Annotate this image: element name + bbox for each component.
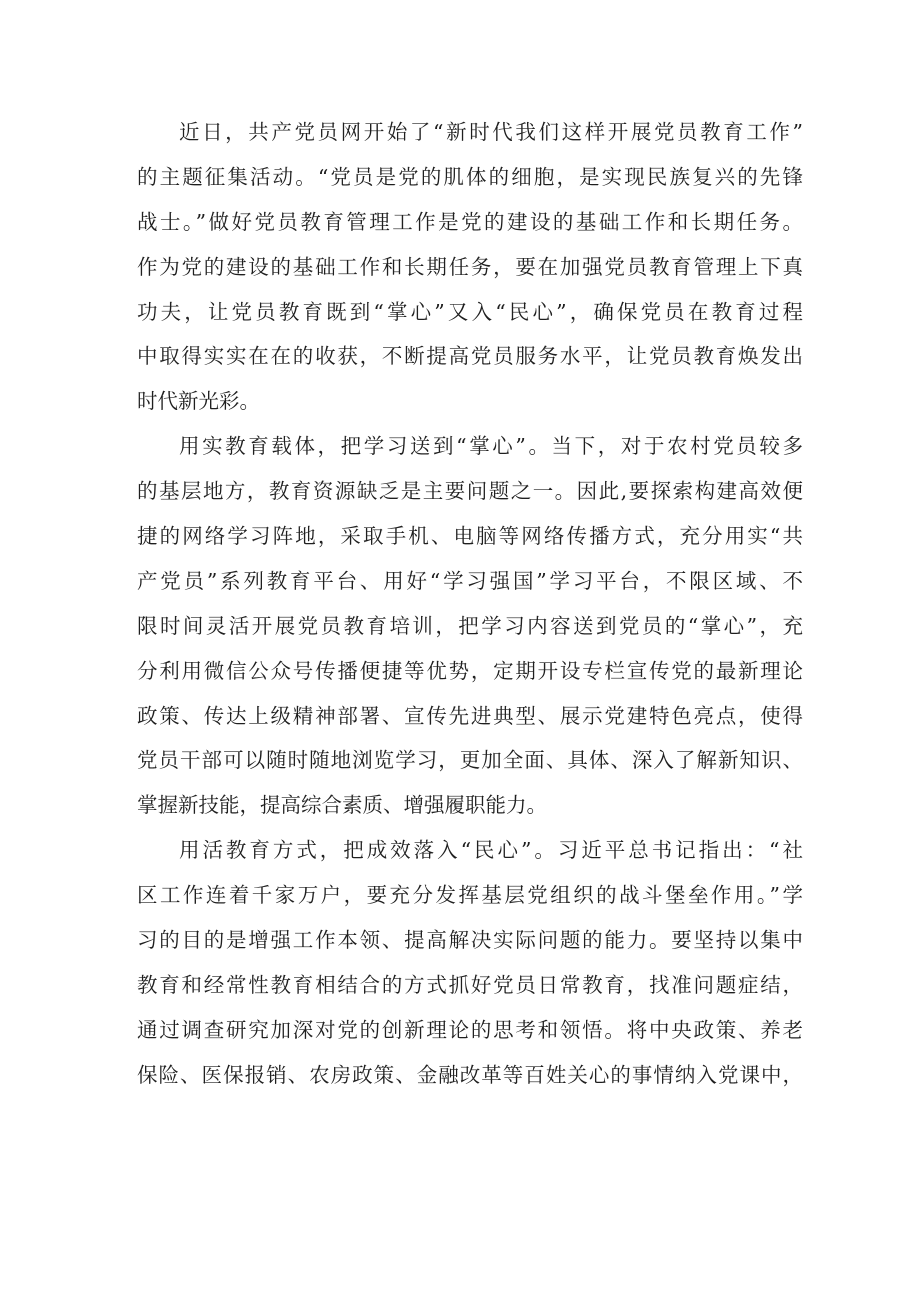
paragraph-line: 捷的网络学习阵地，采取手机、电脑等网络传播方式，充分用实“共 [137,524,803,549]
paragraph-line: 作为党的建设的基础工作和长期任务，要在加强党员教育管理上下真 [137,254,803,279]
paragraph-2 [137,424,803,828]
document-body [137,110,803,1098]
paragraph-line: 近日，共产党员网开始了“新时代我们这样开展党员教育工作” [179,120,803,144]
paragraph-line: 限时间灵活开展党员教育培训，把学习内容送到党员的“掌心”，充 [137,613,803,638]
paragraph-line: 分利用微信公众号传播便捷等优势，定期开设专栏宣传党的最新理论 [137,658,803,683]
paragraph-line: 通过调查研究加深对党的创新理论的思考和领悟。将中央政策、养老 [137,1017,803,1042]
paragraph-line: 战士。”做好党员教育管理工作是党的建设的基础工作和长期任务。 [137,209,803,234]
paragraph-line: 用活教育方式，把成效落入“民心”。习近平总书记指出：“社 [179,838,803,863]
paragraph-line: 时代新光彩。 [137,389,260,414]
paragraph-line: 政策、传达上级精神部署、宣传先进典型、展示党建特色亮点，使得 [137,703,803,728]
paragraph-line: 用实教育载体，把学习送到“掌心”。当下，对于农村党员较多 [179,434,803,459]
paragraph-line: 教育和经常性教育相结合的方式抓好党员日常教育，找准问题症结， [137,972,803,997]
paragraph-line: 产党员”系列教育平台、用好“学习强国”学习平台，不限区域、不 [137,568,803,593]
paragraph-line: 保险、医保报销、农房政策、金融改革等百姓关心的事情纳入党课中， [137,1062,803,1087]
paragraph-1 [137,110,803,424]
paragraph-3 [137,828,803,1097]
paragraph-line: 的基层地方，教育资源缺乏是主要问题之一。因此,要探索构建高效便 [137,479,803,504]
paragraph-line: 的主题征集活动。“党员是党的肌体的细胞，是实现民族复兴的先锋 [137,164,803,189]
paragraph-line: 区工作连着千家万户，要充分发挥基层党组织的战斗堡垒作用。”学 [137,883,803,908]
paragraph-line: 掌握新技能，提高综合素质、增强履职能力。 [137,793,547,818]
paragraph-line: 党员干部可以随时随地浏览学习，更加全面、具体、深入了解新知识、 [137,748,803,773]
paragraph-line: 中取得实实在在的收获，不断提高党员服务水平，让党员教育焕发出 [137,344,803,369]
paragraph-line: 习的目的是增强工作本领、提高解决实际问题的能力。要坚持以集中 [137,928,803,953]
paragraph-line: 功夫，让党员教育既到“掌心”又入“民心”，确保党员在教育过程 [137,299,803,324]
